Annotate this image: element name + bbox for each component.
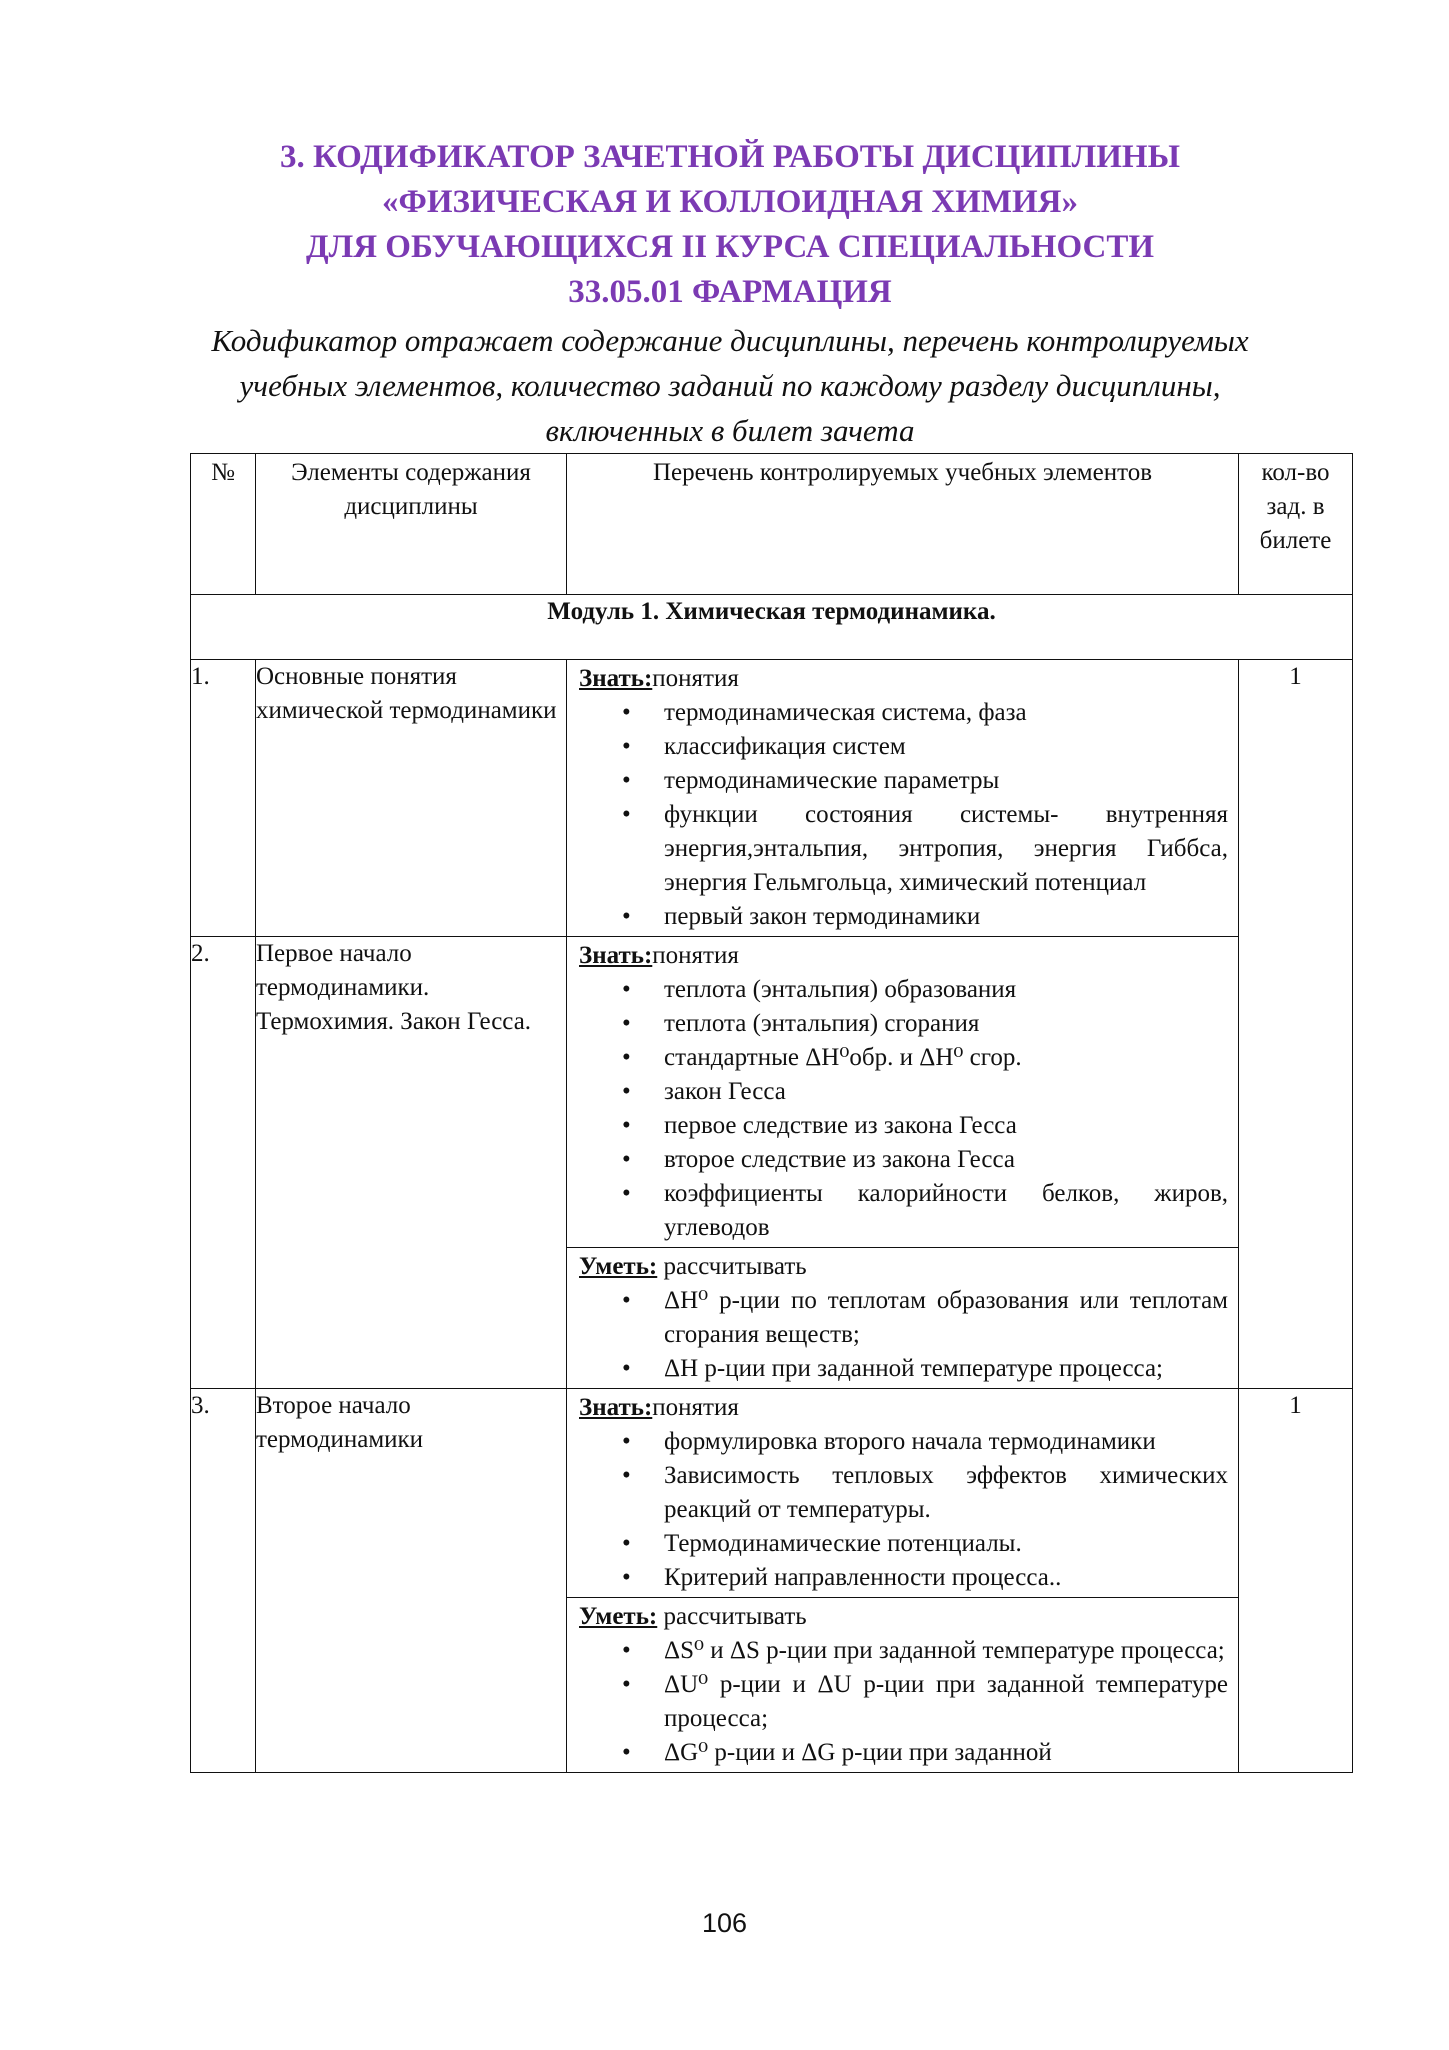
subtitle-line-2: учебных элементов, количество заданий по каждому разделу дисциплины, bbox=[239, 368, 1221, 403]
list-item: • функции состояния системы- внутренняя энергия,энтальпия, энтропия, энергия Гиббса, энергия Гельмгольца, химический потенциал bbox=[664, 798, 1228, 900]
row-topic: Первое начало термодинамики. Термохимия. Закон Гесса. bbox=[256, 937, 567, 1389]
list-item: • формулировка второго начала термодинамики bbox=[664, 1425, 1228, 1459]
know-label: Знать: bbox=[579, 665, 653, 692]
list-item: • классификация систем bbox=[664, 730, 1228, 764]
document-title bbox=[190, 135, 1270, 315]
know-text: понятия bbox=[652, 1394, 739, 1421]
know-text: понятия bbox=[652, 665, 739, 692]
skill-block bbox=[567, 1247, 1238, 1388]
row-elements bbox=[567, 937, 1239, 1389]
skill-label: Уметь: bbox=[579, 1253, 658, 1280]
list-item: • термодинамические параметры bbox=[664, 764, 1228, 798]
row-elements bbox=[567, 1389, 1239, 1773]
list-item: • ΔU⁰ р-ции и ΔU р-ции при заданной температуре процесса; bbox=[664, 1668, 1228, 1736]
list-item: • ΔS⁰ и ΔS р-ции при заданной температуре процесса; bbox=[664, 1634, 1228, 1668]
module-title: Модуль 1. Химическая термодинамика. bbox=[191, 595, 1353, 660]
row-elements bbox=[567, 660, 1239, 937]
codifier-table bbox=[190, 453, 1353, 1773]
list-item: • первое следствие из закона Гесса bbox=[664, 1109, 1228, 1143]
list-item: • Зависимость тепловых эффектов химических реакций от температуры. bbox=[664, 1459, 1228, 1527]
module-row bbox=[191, 595, 1353, 660]
header-number: № bbox=[191, 454, 256, 595]
list-item: • теплота (энтальпия) сгорания bbox=[664, 1007, 1228, 1041]
table-row bbox=[191, 1389, 1353, 1773]
row-number: 3. bbox=[191, 1389, 256, 1773]
header-list: Перечень контролируемых учебных элементов bbox=[567, 454, 1239, 595]
know-block bbox=[567, 1389, 1238, 1597]
skill-text: рассчитывать bbox=[663, 1253, 807, 1280]
know-block bbox=[567, 660, 1238, 936]
title-line-3: ДЛЯ ОБУЧАЮЩИХСЯ II КУРСА СПЕЦИАЛЬНОСТИ bbox=[305, 229, 1155, 265]
skill-text: рассчитывать bbox=[663, 1603, 807, 1630]
list-item: • ΔG⁰ р-ции и ΔG р-ции при заданной bbox=[664, 1736, 1228, 1770]
task-count: 1 bbox=[1239, 660, 1353, 1389]
list-item: • закон Гесса bbox=[664, 1075, 1228, 1109]
title-line-1: 3. КОДИФИКАТОР ЗАЧЕТНОЙ РАБОТЫ ДИСЦИПЛИНЫ bbox=[280, 139, 1180, 175]
header-elements: Элементы содержания дисциплины bbox=[256, 454, 567, 595]
row-number: 2. bbox=[191, 937, 256, 1389]
list-item: • второе следствие из закона Гесса bbox=[664, 1143, 1228, 1177]
know-label: Знать: bbox=[579, 942, 653, 969]
subtitle-line-3: включенных в билет зачета bbox=[545, 413, 915, 448]
list-item: • теплота (энтальпия) образования bbox=[664, 973, 1228, 1007]
title-line-2: «ФИЗИЧЕСКАЯ И КОЛЛОИДНАЯ ХИМИЯ» bbox=[382, 184, 1078, 220]
table-row bbox=[191, 660, 1353, 937]
row-number: 1. bbox=[191, 660, 256, 937]
subtitle-line-1: Кодификатор отражает содержание дисциплины, перечень контролируемых bbox=[211, 323, 1249, 358]
list-item: • стандартные ΔH⁰обр. и ΔH⁰ сгор. bbox=[664, 1041, 1228, 1075]
row-topic: Основные понятия химической термодинамики bbox=[256, 660, 567, 937]
know-text: понятия bbox=[652, 942, 739, 969]
header-count: кол-во зад. в билете bbox=[1239, 454, 1353, 595]
list-item: • термодинамическая система, фаза bbox=[664, 696, 1228, 730]
page-number: 106 bbox=[701, 1908, 748, 1938]
list-item: • Термодинамические потенциалы. bbox=[664, 1527, 1228, 1561]
know-label: Знать: bbox=[579, 1394, 653, 1421]
skill-label: Уметь: bbox=[579, 1603, 658, 1630]
list-item: • первый закон термодинамики bbox=[664, 900, 1228, 934]
list-item: • ΔH р-ции при заданной температуре процесса; bbox=[664, 1352, 1228, 1386]
know-block bbox=[567, 937, 1238, 1247]
list-item: • коэффициенты калорийности белков, жиров, углеводов bbox=[664, 1177, 1228, 1245]
table-row bbox=[191, 937, 1353, 1389]
table-header-row bbox=[191, 454, 1353, 595]
title-line-4: 33.05.01 ФАРМАЦИЯ bbox=[568, 274, 892, 310]
list-item: • Критерий направленности процесса.. bbox=[664, 1561, 1228, 1595]
document-subtitle bbox=[175, 318, 1285, 453]
row-topic: Второе начало термодинамики bbox=[256, 1389, 567, 1773]
task-count: 1 bbox=[1239, 1389, 1353, 1773]
skill-block bbox=[567, 1597, 1238, 1772]
list-item: • ΔH⁰ р-ции по теплотам образования или теплотам сгорания веществ; bbox=[664, 1284, 1228, 1352]
